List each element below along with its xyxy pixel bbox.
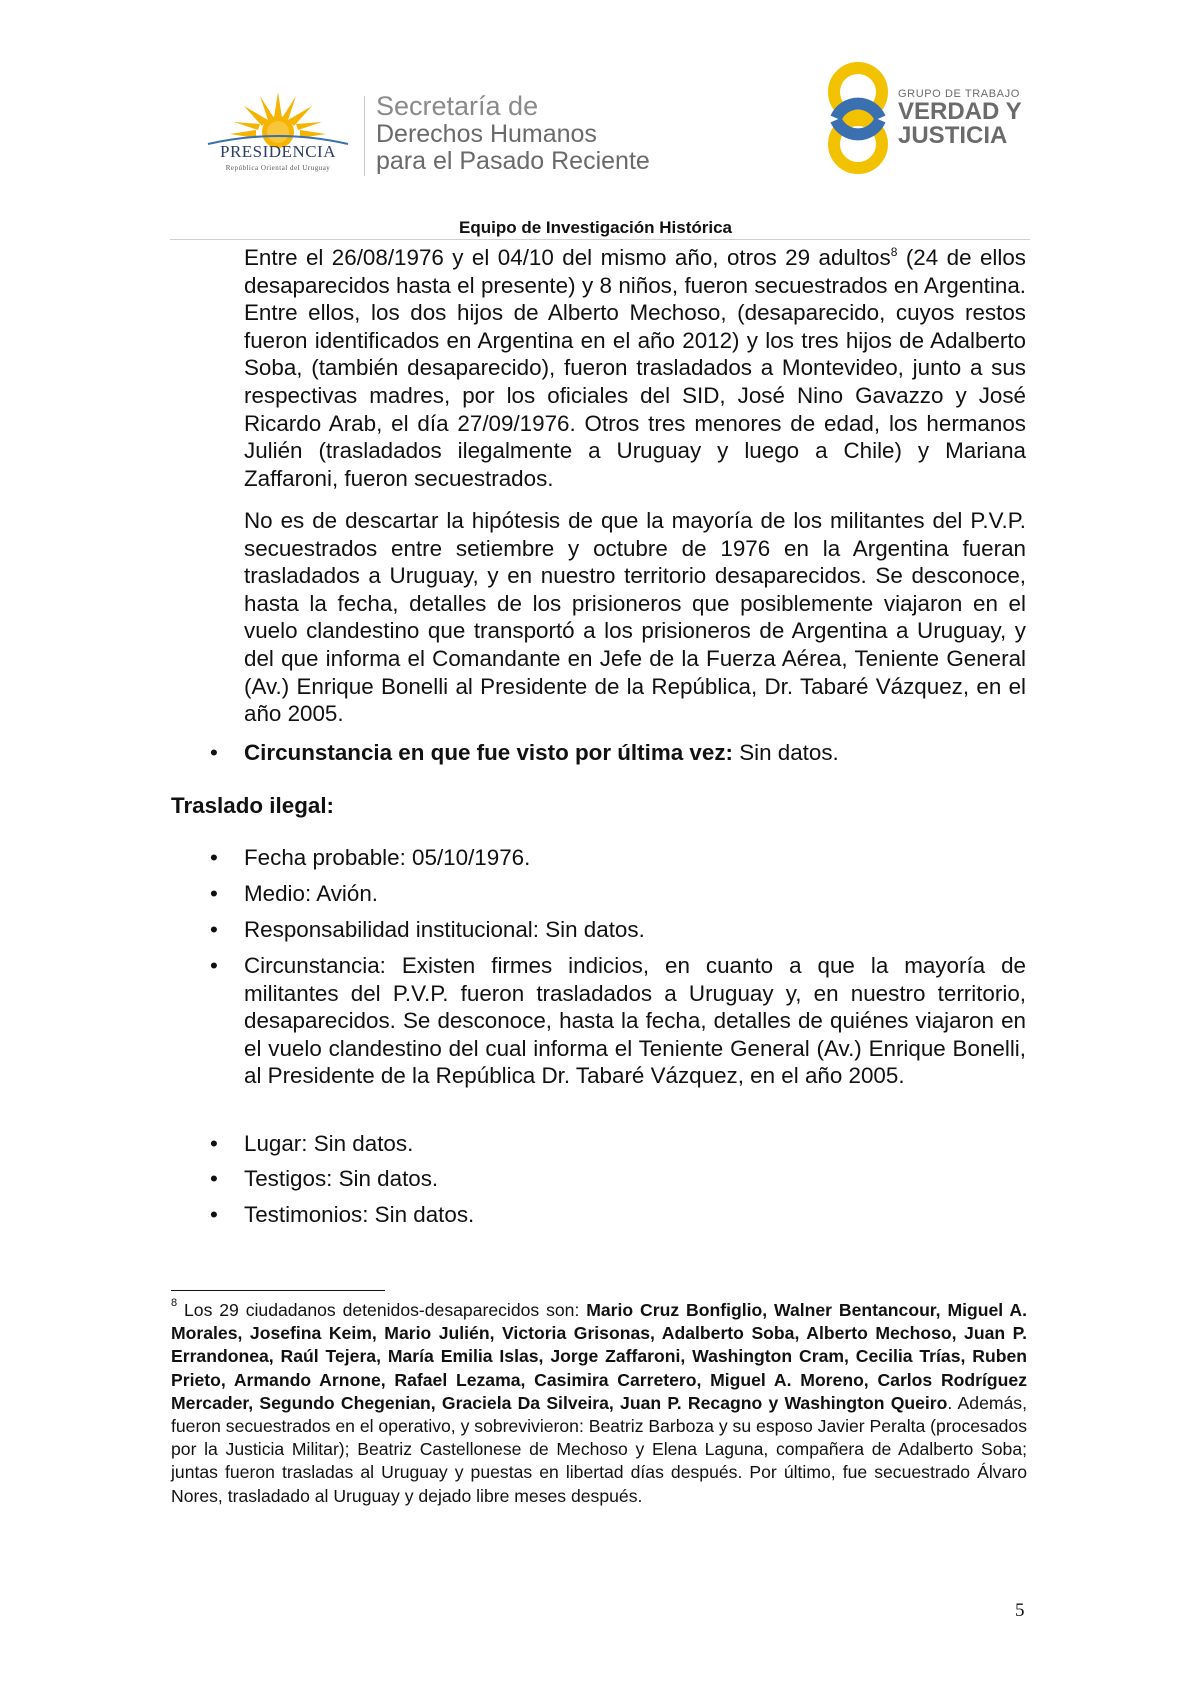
footnote-number: 8 [171,1297,178,1309]
list-item-text: Medio: Avión. [244,881,379,906]
list-item [210,1165,1026,1193]
ring-logo-icon [822,58,902,180]
paragraph-hipotesis: No es de descartar la hipótesis de que la mayoría de los militantes del P.V.P. secuestrados entre setiembre y octubre de 1976 en la Argentina fueran trasladados a Uruguay, y en nuestro territorio desaparecidos. Se desconoce, hasta la fecha, detalles de los prisioneros que posiblemente viajaron en el vuelo clandestino que transportó a los prisioneros de Argentina a Uruguay, y del que informa el Comandante en Jefe de la Fuerza Aérea, Teniente General (Av.) Enrique Bonelli al Presidente de la República, Dr. Tabaré Vázquez, en el año 2005. [244,508,1026,727]
bullet-icon: • [210,953,218,978]
logo-divider [364,96,365,176]
bullet-icon: • [210,881,218,906]
bullet-icon: • [210,740,218,765]
list-item [210,844,1026,872]
section-title: Traslado ilegal: [171,793,335,818]
document-title: Equipo de Investigación Histórica [459,218,732,237]
secretaria-line2: Derechos Humanos [376,120,597,148]
footnote-ref[interactable]: 8 [890,245,898,259]
list-item-text: Lugar: Sin datos. [244,1131,414,1156]
footnote [171,1299,1027,1508]
paragraph-secuestros [244,244,1026,492]
list-item [210,880,1026,908]
list-item-text: Circunstancia: Existen firmes indicios, en cuanto a que la mayoría de militantes del P.V.P. fueron trasladados a Uruguay y, en nuestro territorio, desaparecidos. Se desconoce, hasta la fecha, detalles de quiénes viajaron en el vuelo clandestino del cual informa el Teniente General (Av.) Enrique Bonelli, al Presidente de la República Dr. Tabaré Vázquez, en el año 2005. [244,953,1026,1089]
bullet-label: Circunstancia en que fue visto por última vez: [244,740,733,765]
presidencia-title: PRESIDENCIA [219,142,336,161]
list-item [210,916,1026,944]
bullet-value: Sin datos. [732,740,839,765]
grupo-line2: VERDAD Y [898,98,1022,125]
secretaria-line3: para el Pasado Reciente [376,147,650,175]
list-item-circunstancia [210,739,1026,767]
footnote-separator [171,1290,385,1291]
page-number: 5 [1015,1600,1025,1621]
list-item-text: Fecha probable: 05/10/1976. [244,845,531,870]
paragraph-text: Entre el 26/08/1976 y el 04/10 del mismo año, otros 29 adultos [244,245,891,270]
grupo-logo-text [898,88,1022,148]
list-item-text: Testigos: Sin datos. [244,1166,439,1191]
list-item [210,1201,1026,1229]
bullet-icon: • [210,1166,218,1191]
bullet-icon: • [210,917,218,942]
bullet-icon: • [210,1131,218,1156]
presidencia-subtitle: República Oriental del Uruguay [225,164,331,172]
secretaria-logo-text [376,92,650,175]
header-rule [170,239,1030,240]
footnote-rest: . Además, fueron secuestrados en el operativo, y sobrevivieron: Beatriz Barboza y su esposo Javier Peralta (procesados por la Justicia Militar); Beatriz Castellonese de Mechoso y Elena Laguna, compañera de Adalberto Soba; juntas fueron trasladas al Uruguay y puestas en libertad días después. Por último, fue secuestrado Álvaro Nores, trasladado al Uruguay y dejado libre meses después. [171,1392,1027,1506]
footnote-names: Mario Cruz Bonfiglio, Walner Bentancour, Miguel A. Morales, Josefina Keim, Mario Julién, Victoria Grisonas, Adalberto Soba, Alberto Mechoso, Juan P. Errandonea, Raúl Tejera, María Emilia Islas, Jorge Zaffaroni, Washington Cram, Cecilia Trías, Ruben Prieto, Armando Arnone, Rafael Lezama, Casimira Carretero, Miguel A. Moreno, Carlos Rodríguez Mercader, Segundo Chegenian, Graciela Da Silveira, Juan P. Recagno y Washington Queiro [171,1300,1027,1413]
grupo-line3: JUSTICIA [898,122,1008,149]
paragraph-text-cont: (24 de ellos desaparecidos hasta el presente) y 8 niños, fueron secuestrados en Argentina. Entre ellos, los dos hijos de Alberto Mechoso, (desaparecido, cuyos restos fueron identificados en Argentina en el año 2012) y los tres hijos de Adalberto Soba, (también desaparecido), fueron trasladados a Montevideo, junto a sus respectivas madres, por los oficiales del SID, José Nino Gavazzo y José Ricardo Arab, el día 27/09/1976. Otros tres menores de edad, los hermanos Julién (trasladados ilegalmente a Uruguay y luego a Chile) y Mariana Zaffaroni, fueron secuestrados. [244,245,1027,491]
grupo-line1: GRUPO DE TRABAJO [898,88,1020,100]
footnote-intro: Los 29 ciudadanos detenidos-desaparecidos son: [177,1300,587,1320]
list-item-text: Responsabilidad institucional: Sin datos. [244,917,645,942]
bullet-icon: • [210,845,218,870]
list-item-text: Testimonios: Sin datos. [244,1202,475,1227]
list-item [210,952,1026,1090]
page-header [0,0,1191,245]
secretaria-line1: Secretaría de [376,91,539,121]
list-item [210,1130,1026,1158]
bullet-icon: • [210,1202,218,1227]
